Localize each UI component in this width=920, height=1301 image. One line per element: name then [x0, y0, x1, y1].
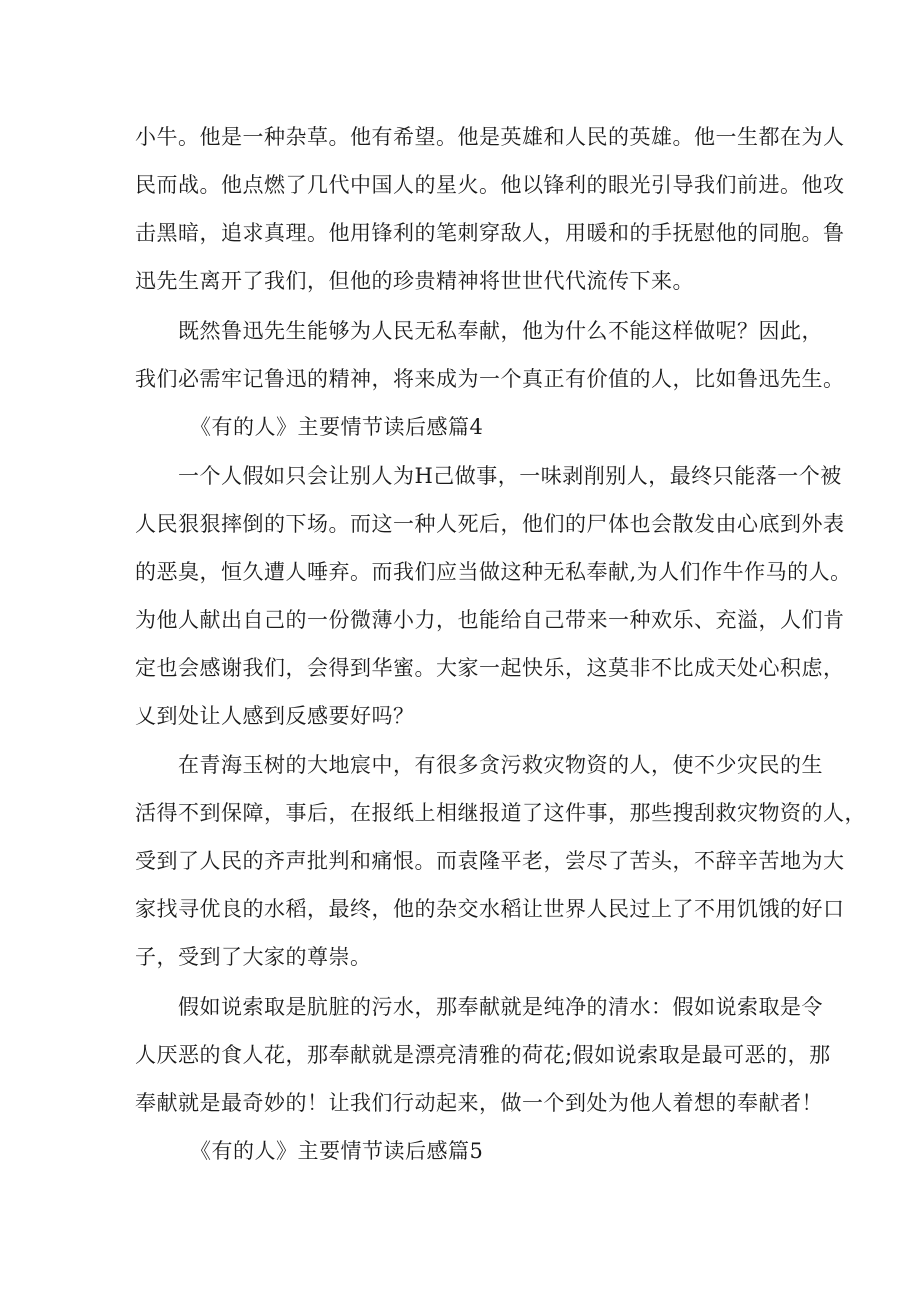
paragraph-line: 定也会感谢我们，会得到华蜜。大家一起快乐，这莫非不比成天处心积虑，	[135, 656, 845, 680]
paragraph-line: 既然鲁迅先生能够为人民无私奉献，他为什么不能这样做呢？因此，	[178, 319, 823, 343]
paragraph-line: 击黑暗，追求真理。他用锋利的笔刺穿敌人，用暖和的手抚慰他的同胞。鲁	[135, 221, 845, 245]
paragraph-line: 一个人假如只会让别人为H己做事，一味剥削别人，最终只能落一个被	[178, 464, 842, 488]
paragraph-line: 迅先生离开了我们，但他的珍贵精神将世世代代流传下来。	[135, 269, 694, 293]
paragraph-line: 在青海玉树的大地宸中，有很多贪污救灾物资的人，使不少灾民的生	[178, 753, 823, 777]
paragraph-line: 乂到处让人感到反感要好吗？	[135, 704, 415, 728]
paragraph-line: 的恶臭，恒久遭人唾弃。而我们应当做这种无私奉献,为人们作牛作马的人。	[135, 560, 852, 584]
section-heading: 《有的人》主要情节读后感篇4	[190, 415, 484, 439]
paragraph-line: 我们必需牢记鲁迅的精神，将来成为一个真正有价值的人，比如鲁迅先生。	[135, 367, 845, 391]
paragraph-line: 活得不到保障，事后，在报纸上相继报道了这件事，那些搜刮救灾物资的人，	[135, 801, 866, 825]
paragraph-line: 家找寻优良的水稻，最终，他的杂交水稻让世界人民过上了不用饥饿的好口	[135, 897, 845, 921]
section-heading: 《有的人》主要情节读后感篇5	[190, 1139, 484, 1163]
paragraph-line: 假如说索取是肮脏的污水，那奉献就是纯净的清水：假如说索取是令	[178, 995, 823, 1019]
paragraph-line: 奉献就是最奇妙的！让我们行动起来，做一个到处为他人着想的奉献者！	[135, 1091, 823, 1115]
paragraph-line: 子，受到了大家的尊崇。	[135, 945, 372, 969]
paragraph-line: 为他人献出自己的一份微薄小力，也能给自己带来一种欢乐、充溢，人们肯	[135, 608, 845, 632]
paragraph-line: 受到了人民的齐声批判和痛恨。而袁隆平老，尝尽了苦头，不辞辛苦地为大	[135, 849, 845, 873]
paragraph-line: 小牛。他是一种杂草。他有希望。他是英雄和人民的英雄。他一生都在为人	[135, 125, 845, 149]
paragraph-line: 民而战。他点燃了几代中国人的星火。他以锋利的眼光引导我们前进。他攻	[135, 173, 845, 197]
paragraph-line: 人厌恶的食人花，那奉献就是漂亮清雅的荷花;假如说索取是最可恶的，那	[135, 1043, 831, 1067]
paragraph-line: 人民狠狠摔倒的下场。而这一种人死后，他们的尸体也会散发由心底到外表	[135, 512, 845, 536]
